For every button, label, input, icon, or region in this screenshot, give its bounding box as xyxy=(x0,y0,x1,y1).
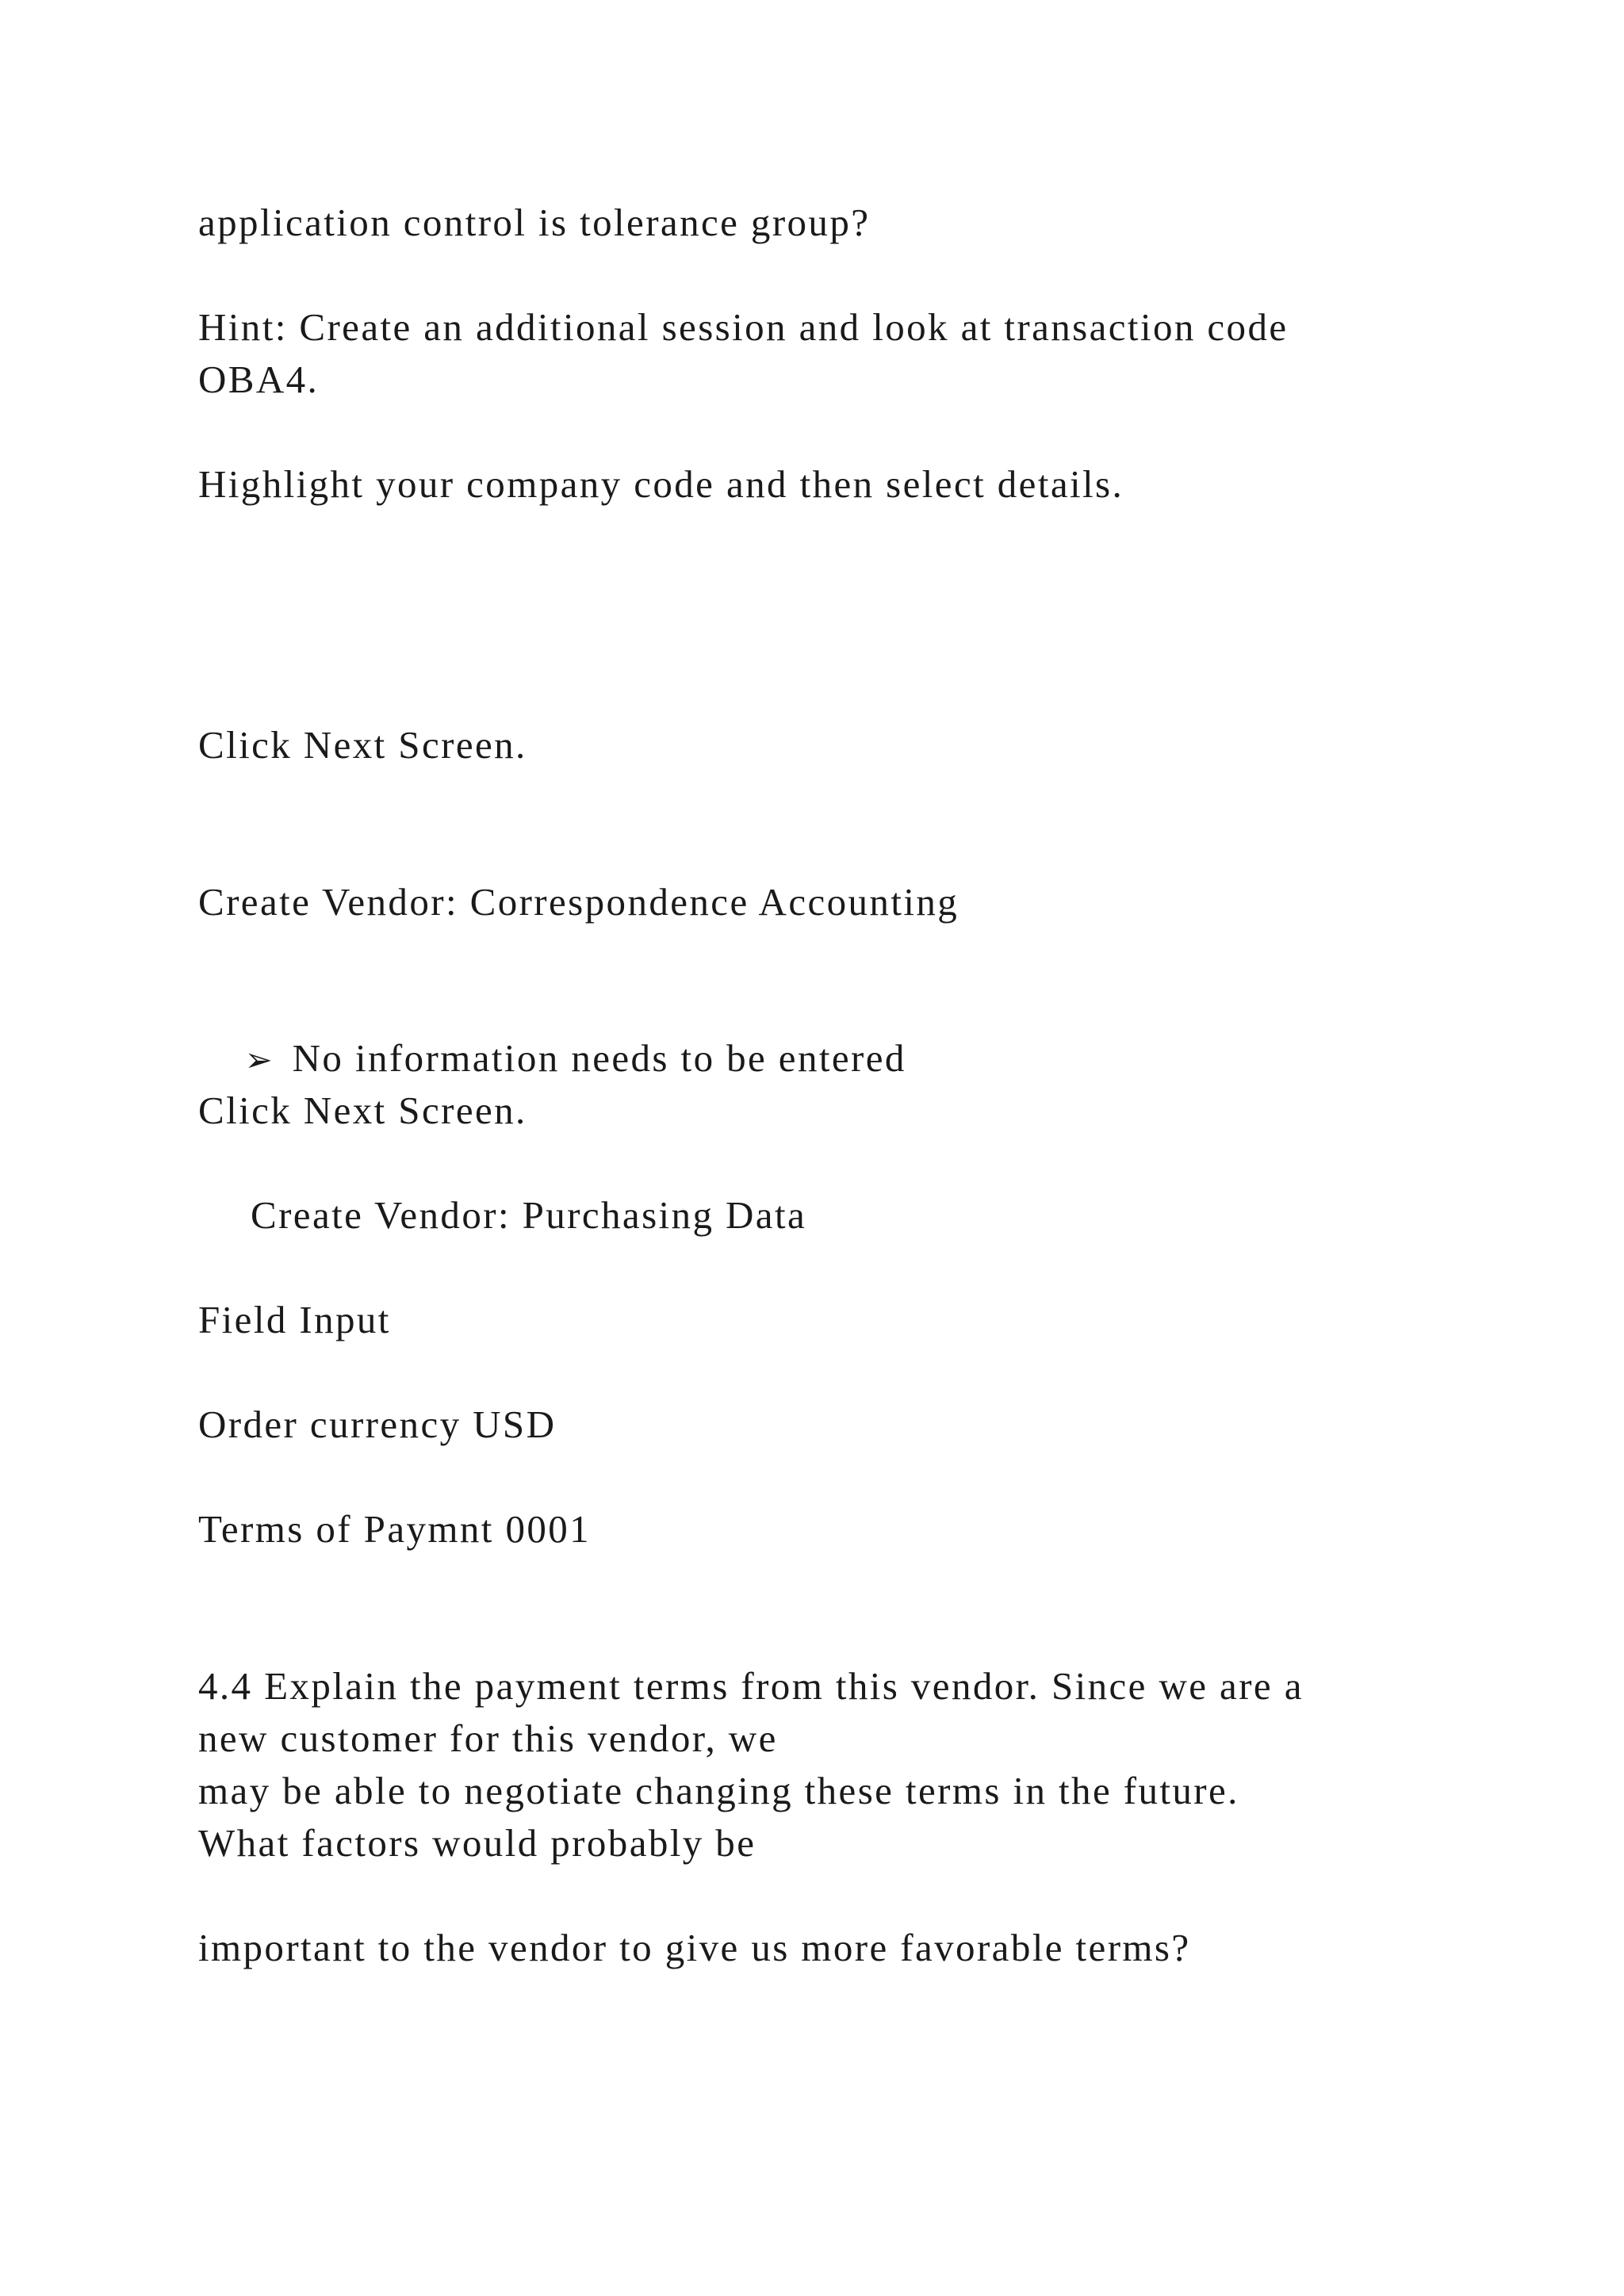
arrowhead-bullet-icon: ➢ xyxy=(244,1040,273,1079)
row-terms-of-payment: Terms of Paymnt 0001 xyxy=(198,1507,592,1551)
paragraph-click-next-screen-2: Click Next Screen. xyxy=(198,1089,527,1132)
paragraph-click-next-screen-1: Click Next Screen. xyxy=(198,723,527,767)
question-line-2: new customer for this vendor, we xyxy=(198,1716,778,1760)
question-line-4: What factors would probably be xyxy=(198,1821,756,1865)
row-order-currency: Order currency USD xyxy=(198,1402,557,1446)
hint-line-2: OBA4. xyxy=(198,358,320,401)
heading-purchasing-data: Create Vendor: Purchasing Data xyxy=(251,1193,807,1237)
hint-line-1: Hint: Create an additional session and look at transaction code xyxy=(198,305,1289,349)
question-line-1: 4.4 Explain the payment terms from this vendor. Since we are a xyxy=(198,1664,1304,1708)
table-header-field-input: Field Input xyxy=(198,1298,391,1341)
paragraph-highlight-company-code: Highlight your company code and then select details. xyxy=(198,462,1124,506)
bullet-text: No information needs to be entered xyxy=(292,1036,906,1080)
heading-correspondence-accounting: Create Vendor: Correspondence Accounting xyxy=(198,880,959,924)
question-line-3: may be able to negotiate changing these terms in the future. xyxy=(198,1769,1239,1812)
paragraph-tolerance-question: application control is tolerance group? xyxy=(198,201,871,244)
question-line-5: important to the vendor to give us more favorable terms? xyxy=(198,1926,1191,1969)
